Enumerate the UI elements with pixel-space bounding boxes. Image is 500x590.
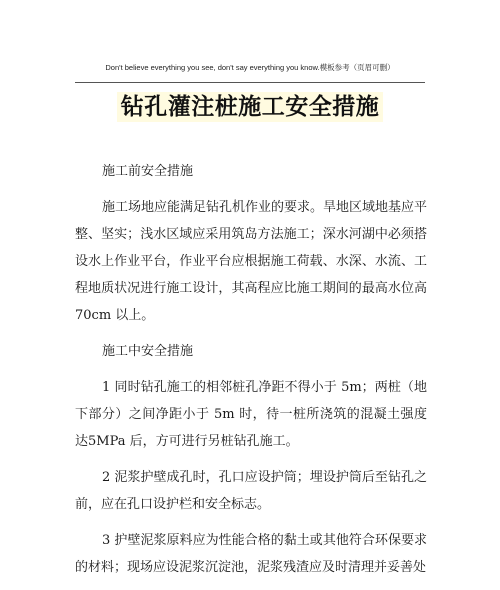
section-heading-during-construction: 施工中安全措施 [102, 344, 194, 359]
header-divider [75, 82, 425, 83]
paragraph-site-requirements: 施工场地应能满足钻孔机作业的要求。旱地区域地基应平整、坚实；浅水区域应采用筑岛方法施工；深水河湖中必须搭设水上作业平台，作业平台应根据施工荷载、水深、水流、工程地质状况进行施工设计，其高程应比施工期间的最高水位高70cm 以上。 [75, 200, 428, 323]
document-title-text: 钻孔灌注桩施工安全措施 [117, 92, 384, 122]
document-body [75, 158, 427, 590]
paragraph-item-1: 1 同时钻孔施工的相邻桩孔净距不得小于 5m；两桩（地下部分）之间净距小于 5m 时，待一桩所浇筑的混凝土强度达5MPa 后，方可进行另桩钻孔施工。 [75, 380, 427, 449]
page-header: Don't believe everything you see, don't say everything you know.模板参考（页眉可删） [105, 63, 395, 72]
section-heading-pre-construction: 施工前安全措施 [102, 164, 194, 179]
paragraph-item-3: 3 护壁泥浆原料应为性能合格的黏土或其他符合环保要求的材料；现场应设泥浆沉淀池，泥浆残渣应及时清理并妥善处 [75, 533, 427, 575]
document-title [0, 88, 500, 121]
paragraph-item-2: 2 泥浆护壁成孔时，孔口应设护筒；埋设护筒后至钻孔之前，应在孔口设护栏和安全标志。 [75, 470, 427, 512]
